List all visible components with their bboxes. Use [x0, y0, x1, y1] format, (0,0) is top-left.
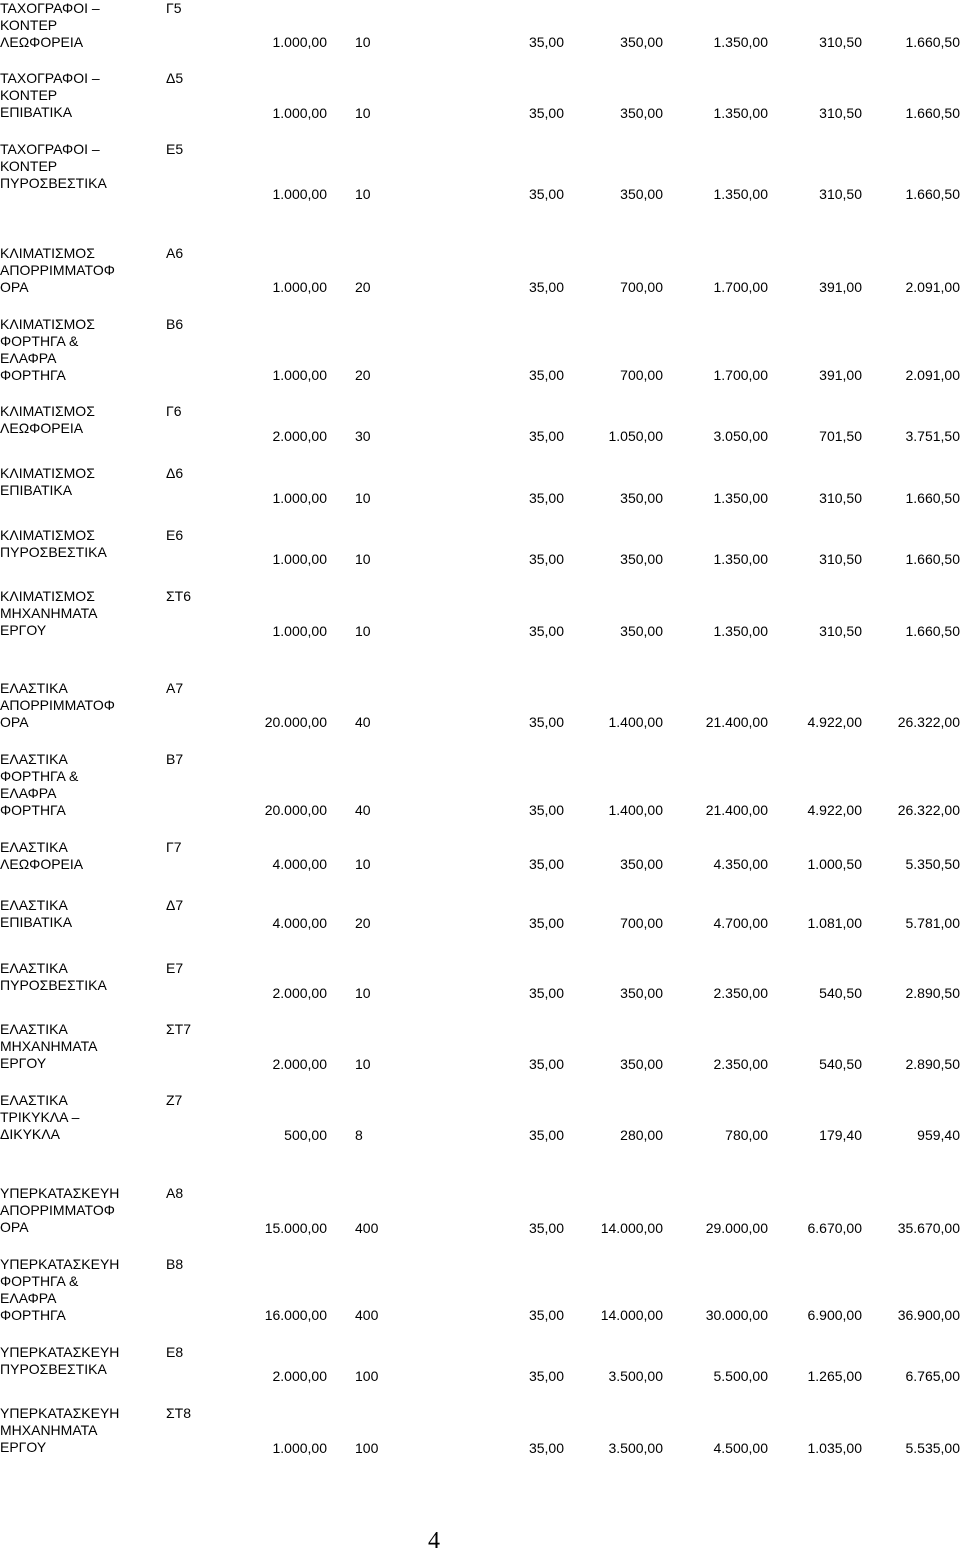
item-description — [0, 141, 165, 192]
value-cell: 1.350,00 — [714, 105, 769, 122]
item-description — [0, 839, 165, 873]
description-line: ΥΠΕΡΚΑΤΑΣΚΕΥΗ — [0, 1405, 165, 1422]
description-line: ΦΟΡΤΗΓΑ — [0, 1307, 165, 1324]
item-code: ΣΤ7 — [166, 1021, 191, 1038]
value-cell: 310,50 — [819, 34, 862, 51]
item-description — [0, 680, 165, 731]
description-line: ΠΥΡΟΣΒΕΣΤΙΚΑ — [0, 977, 165, 994]
value-cell: 35,00 — [529, 1307, 564, 1324]
item-code: Ε6 — [166, 527, 183, 544]
value-cell: 100 — [355, 1440, 415, 1457]
value-cell: 1.350,00 — [714, 186, 769, 203]
description-line: ΕΠΙΒΑΤΙΚΑ — [0, 482, 165, 499]
description-line: ΥΠΕΡΚΑΤΑΣΚΕΥΗ — [0, 1344, 165, 1361]
value-cell: 100 — [355, 1368, 415, 1385]
item-description — [0, 465, 165, 499]
value-cell: 310,50 — [819, 490, 862, 507]
description-line: ΜΗΧΑΝΗΜΑΤΑ — [0, 1422, 165, 1439]
value-cell: 1.050,00 — [609, 428, 664, 445]
value-cell: 500,00 — [284, 1127, 327, 1144]
value-cell: 701,50 — [819, 428, 862, 445]
value-cell: 350,00 — [620, 623, 663, 640]
value-cell: 35,00 — [529, 856, 564, 873]
description-line: ΕΠΙΒΑΤΙΚΑ — [0, 104, 165, 121]
description-line: ΟΡΑ — [0, 1219, 165, 1236]
item-code: Γ7 — [166, 839, 182, 856]
value-cell: 6.670,00 — [808, 1220, 863, 1237]
item-description — [0, 1092, 165, 1143]
value-cell: 20 — [355, 367, 415, 384]
item-description — [0, 70, 165, 121]
value-cell: 20 — [355, 279, 415, 296]
value-cell: 400 — [355, 1220, 415, 1237]
value-cell: 1.000,00 — [273, 490, 328, 507]
value-cell: 1.000,00 — [273, 105, 328, 122]
value-cell: 10 — [355, 186, 415, 203]
description-line: ΕΡΓΟΥ — [0, 622, 165, 639]
value-cell: 1.660,50 — [906, 551, 960, 568]
value-cell: 35,00 — [529, 802, 564, 819]
value-cell: 310,50 — [819, 186, 862, 203]
value-cell: 350,00 — [620, 1056, 663, 1073]
value-cell: 700,00 — [620, 279, 663, 296]
value-cell: 1.700,00 — [714, 279, 769, 296]
value-cell: 350,00 — [620, 856, 663, 873]
value-cell: 30 — [355, 428, 415, 445]
value-cell: 179,40 — [819, 1127, 862, 1144]
value-cell: 5.781,00 — [906, 915, 960, 932]
value-cell: 2.091,00 — [906, 279, 960, 296]
value-cell: 1.000,50 — [808, 856, 863, 873]
value-cell: 1.000,00 — [273, 623, 328, 640]
value-cell: 35,00 — [529, 279, 564, 296]
value-cell: 35,00 — [529, 551, 564, 568]
value-cell: 14.000,00 — [601, 1220, 663, 1237]
value-cell: 540,50 — [819, 985, 862, 1002]
value-cell: 10 — [355, 985, 415, 1002]
description-line: ΚΟΝΤΕΡ — [0, 158, 165, 175]
value-cell: 1.000,00 — [273, 367, 328, 384]
value-cell: 35,00 — [529, 1127, 564, 1144]
value-cell: 1.000,00 — [273, 1440, 328, 1457]
value-cell: 10 — [355, 623, 415, 640]
description-line: ΠΥΡΟΣΒΕΣΤΙΚΑ — [0, 544, 165, 561]
description-line: ΦΟΡΤΗΓΑ — [0, 802, 165, 819]
item-code: Β8 — [166, 1256, 183, 1273]
item-code: Ε7 — [166, 960, 183, 977]
value-cell: 310,50 — [819, 105, 862, 122]
description-line: ΕΛΑΣΤΙΚΑ — [0, 751, 165, 768]
value-cell: 4.922,00 — [808, 714, 863, 731]
item-code: Ζ7 — [166, 1092, 182, 1109]
value-cell: 30.000,00 — [706, 1307, 768, 1324]
description-line: ΕΛΑΣΤΙΚΑ — [0, 897, 165, 914]
value-cell: 2.000,00 — [273, 985, 328, 1002]
description-line: ΠΥΡΟΣΒΕΣΤΙΚΑ — [0, 1361, 165, 1378]
value-cell: 4.000,00 — [273, 915, 328, 932]
value-cell: 2.091,00 — [906, 367, 960, 384]
value-cell: 40 — [355, 802, 415, 819]
value-cell: 8 — [355, 1127, 415, 1144]
value-cell: 4.000,00 — [273, 856, 328, 873]
value-cell: 700,00 — [620, 367, 663, 384]
value-cell: 2.000,00 — [273, 428, 328, 445]
value-cell: 35,00 — [529, 186, 564, 203]
item-code: Α7 — [166, 680, 183, 697]
value-cell: 350,00 — [620, 551, 663, 568]
description-line: ΜΗΧΑΝΗΜΑΤΑ — [0, 1038, 165, 1055]
value-cell: 35,00 — [529, 623, 564, 640]
value-cell: 1.700,00 — [714, 367, 769, 384]
value-cell: 280,00 — [620, 1127, 663, 1144]
description-line: ΦΟΡΤΗΓΑ — [0, 367, 165, 384]
value-cell: 21.400,00 — [706, 802, 768, 819]
description-line: ΕΠΙΒΑΤΙΚΑ — [0, 914, 165, 931]
value-cell: 350,00 — [620, 34, 663, 51]
description-line: ΥΠΕΡΚΑΤΑΣΚΕΥΗ — [0, 1185, 165, 1202]
description-line: ΕΛΑΣΤΙΚΑ — [0, 1092, 165, 1109]
item-description — [0, 1021, 165, 1072]
value-cell: 2.000,00 — [273, 1056, 328, 1073]
description-line: ΕΛΑΦΡΑ — [0, 350, 165, 367]
item-code: Δ7 — [166, 897, 183, 914]
value-cell: 3.500,00 — [609, 1440, 664, 1457]
value-cell: 10 — [355, 856, 415, 873]
description-line: ΤΑΧΟΓΡΑΦΟΙ – — [0, 0, 165, 17]
value-cell: 1.000,00 — [273, 551, 328, 568]
item-description — [0, 751, 165, 819]
description-line: ΟΡΑ — [0, 279, 165, 296]
item-description — [0, 403, 165, 437]
value-cell: 35,00 — [529, 105, 564, 122]
value-cell: 1.350,00 — [714, 490, 769, 507]
item-code: Ε5 — [166, 141, 183, 158]
value-cell: 35,00 — [529, 1056, 564, 1073]
item-description — [0, 588, 165, 639]
item-description — [0, 527, 165, 561]
value-cell: 2.890,50 — [906, 1056, 960, 1073]
page-number: 4 — [420, 1528, 448, 1555]
description-line: ΚΛΙΜΑΤΙΣΜΟΣ — [0, 316, 165, 333]
description-line: ΦΟΡΤΗΓΑ & — [0, 1273, 165, 1290]
description-line: ΦΟΡΤΗΓΑ & — [0, 333, 165, 350]
value-cell: 1.000,00 — [273, 279, 328, 296]
value-cell: 400 — [355, 1307, 415, 1324]
value-cell: 1.081,00 — [808, 915, 863, 932]
value-cell: 4.700,00 — [714, 915, 769, 932]
value-cell: 20.000,00 — [265, 802, 327, 819]
value-cell: 35,00 — [529, 367, 564, 384]
value-cell: 29.000,00 — [706, 1220, 768, 1237]
value-cell: 35,00 — [529, 490, 564, 507]
value-cell: 1.660,50 — [906, 490, 960, 507]
value-cell: 36.900,00 — [898, 1307, 960, 1324]
value-cell: 10 — [355, 490, 415, 507]
value-cell: 10 — [355, 1056, 415, 1073]
item-code: Ε8 — [166, 1344, 183, 1361]
value-cell: 35,00 — [529, 1220, 564, 1237]
value-cell: 1.265,00 — [808, 1368, 863, 1385]
value-cell: 35,00 — [529, 428, 564, 445]
value-cell: 2.000,00 — [273, 1368, 328, 1385]
item-description — [0, 1256, 165, 1324]
value-cell: 2.350,00 — [714, 985, 769, 1002]
value-cell: 1.400,00 — [609, 714, 664, 731]
value-cell: 26.322,00 — [898, 714, 960, 731]
item-code: Α6 — [166, 245, 183, 262]
value-cell: 1.660,50 — [906, 34, 960, 51]
description-line: ΦΟΡΤΗΓΑ & — [0, 768, 165, 785]
description-line: ΚΟΝΤΕΡ — [0, 87, 165, 104]
description-line: ΚΛΙΜΑΤΙΣΜΟΣ — [0, 527, 165, 544]
value-cell: 1.400,00 — [609, 802, 664, 819]
item-code: Β6 — [166, 316, 183, 333]
value-cell: 350,00 — [620, 490, 663, 507]
value-cell: 10 — [355, 105, 415, 122]
item-description — [0, 316, 165, 384]
description-line: ΕΛΑΣΤΙΚΑ — [0, 960, 165, 977]
description-line: ΛΕΩΦΟΡΕΙΑ — [0, 856, 165, 873]
value-cell: 1.350,00 — [714, 623, 769, 640]
value-cell: 1.350,00 — [714, 34, 769, 51]
value-cell: 391,00 — [819, 367, 862, 384]
description-line: ΑΠΟΡΡΙΜΜΑΤΟΦ — [0, 262, 165, 279]
value-cell: 1.000,00 — [273, 34, 328, 51]
value-cell: 350,00 — [620, 985, 663, 1002]
value-cell: 40 — [355, 714, 415, 731]
value-cell: 310,50 — [819, 551, 862, 568]
description-line: ΛΕΩΦΟΡΕΙΑ — [0, 420, 165, 437]
value-cell: 959,40 — [917, 1127, 960, 1144]
value-cell: 21.400,00 — [706, 714, 768, 731]
item-code: Δ6 — [166, 465, 183, 482]
description-line: ΕΛΑΣΤΙΚΑ — [0, 680, 165, 697]
description-line: ΚΛΙΜΑΤΙΣΜΟΣ — [0, 588, 165, 605]
description-line: ΤΡΙΚΥΚΛΑ – — [0, 1109, 165, 1126]
value-cell: 6.900,00 — [808, 1307, 863, 1324]
description-line: ΑΠΟΡΡΙΜΜΑΤΟΦ — [0, 1202, 165, 1219]
value-cell: 35,00 — [529, 1440, 564, 1457]
item-description — [0, 1344, 165, 1378]
value-cell: 15.000,00 — [265, 1220, 327, 1237]
value-cell: 10 — [355, 34, 415, 51]
value-cell: 5.500,00 — [714, 1368, 769, 1385]
item-code: Γ6 — [166, 403, 182, 420]
value-cell: 4.500,00 — [714, 1440, 769, 1457]
value-cell: 350,00 — [620, 105, 663, 122]
description-line: ΜΗΧΑΝΗΜΑΤΑ — [0, 605, 165, 622]
item-code: ΣΤ8 — [166, 1405, 191, 1422]
value-cell: 2.890,50 — [906, 985, 960, 1002]
value-cell: 540,50 — [819, 1056, 862, 1073]
item-description — [0, 1405, 165, 1456]
value-cell: 1.035,00 — [808, 1440, 863, 1457]
value-cell: 35,00 — [529, 714, 564, 731]
description-line: ΟΡΑ — [0, 714, 165, 731]
description-line: ΚΟΝΤΕΡ — [0, 17, 165, 34]
value-cell: 14.000,00 — [601, 1307, 663, 1324]
value-cell: 20.000,00 — [265, 714, 327, 731]
value-cell: 1.000,00 — [273, 186, 328, 203]
value-cell: 35.670,00 — [898, 1220, 960, 1237]
description-line: ΕΡΓΟΥ — [0, 1439, 165, 1456]
description-line: ΤΑΧΟΓΡΑΦΟΙ – — [0, 141, 165, 158]
value-cell: 780,00 — [725, 1127, 768, 1144]
description-line: ΑΠΟΡΡΙΜΜΑΤΟΦ — [0, 697, 165, 714]
value-cell: 350,00 — [620, 186, 663, 203]
value-cell: 1.660,50 — [906, 623, 960, 640]
value-cell: 310,50 — [819, 623, 862, 640]
item-description — [0, 245, 165, 296]
description-line: ΕΛΑΣΤΙΚΑ — [0, 839, 165, 856]
description-line: ΚΛΙΜΑΤΙΣΜΟΣ — [0, 465, 165, 482]
item-code: Γ5 — [166, 0, 182, 17]
value-cell: 35,00 — [529, 985, 564, 1002]
description-line: ΠΥΡΟΣΒΕΣΤΙΚΑ — [0, 175, 165, 192]
item-description — [0, 960, 165, 994]
value-cell: 5.535,00 — [906, 1440, 960, 1457]
value-cell: 1.660,50 — [906, 186, 960, 203]
description-line: ΤΑΧΟΓΡΑΦΟΙ – — [0, 70, 165, 87]
value-cell: 10 — [355, 551, 415, 568]
item-code: Δ5 — [166, 70, 183, 87]
value-cell: 35,00 — [529, 915, 564, 932]
description-line: ΔΙΚΥΚΛΑ — [0, 1126, 165, 1143]
value-cell: 20 — [355, 915, 415, 932]
value-cell: 6.765,00 — [906, 1368, 960, 1385]
description-line: ΥΠΕΡΚΑΤΑΣΚΕΥΗ — [0, 1256, 165, 1273]
value-cell: 3.751,50 — [906, 428, 960, 445]
value-cell: 4.922,00 — [808, 802, 863, 819]
value-cell: 700,00 — [620, 915, 663, 932]
item-description — [0, 897, 165, 931]
value-cell: 2.350,00 — [714, 1056, 769, 1073]
item-description — [0, 1185, 165, 1236]
value-cell: 26.322,00 — [898, 802, 960, 819]
item-code: Α8 — [166, 1185, 183, 1202]
value-cell: 1.350,00 — [714, 551, 769, 568]
value-cell: 5.350,50 — [906, 856, 960, 873]
description-line: ΚΛΙΜΑΤΙΣΜΟΣ — [0, 403, 165, 420]
description-line: ΕΡΓΟΥ — [0, 1055, 165, 1072]
value-cell: 35,00 — [529, 34, 564, 51]
description-line: ΕΛΑΦΡΑ — [0, 1290, 165, 1307]
value-cell: 3.500,00 — [609, 1368, 664, 1385]
item-code: ΣΤ6 — [166, 588, 191, 605]
value-cell: 35,00 — [529, 1368, 564, 1385]
value-cell: 16.000,00 — [265, 1307, 327, 1324]
value-cell: 3.050,00 — [714, 428, 769, 445]
item-description — [0, 0, 165, 51]
description-line: ΕΛΑΦΡΑ — [0, 785, 165, 802]
description-line: ΛΕΩΦΟΡΕΙΑ — [0, 34, 165, 51]
description-line: ΕΛΑΣΤΙΚΑ — [0, 1021, 165, 1038]
value-cell: 4.350,00 — [714, 856, 769, 873]
item-code: Β7 — [166, 751, 183, 768]
value-cell: 1.660,50 — [906, 105, 960, 122]
value-cell: 391,00 — [819, 279, 862, 296]
description-line: ΚΛΙΜΑΤΙΣΜΟΣ — [0, 245, 165, 262]
